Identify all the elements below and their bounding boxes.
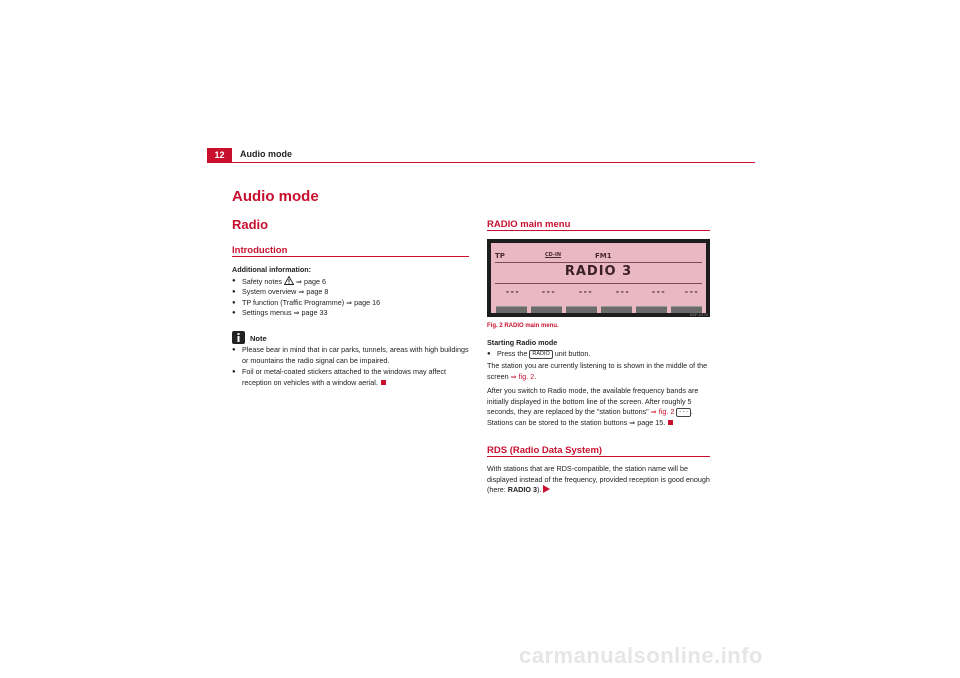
- introduction-heading: Introduction: [232, 245, 288, 256]
- station-button[interactable]: [601, 306, 632, 313]
- station-button[interactable]: [566, 306, 597, 313]
- rds-body: With stations that are RDS-compatible, the station name will be displayed instead of the frequency, provided reception is good enough (here: RADIO 3).: [487, 464, 710, 494]
- note-icon: [232, 331, 245, 344]
- station-button[interactable]: [496, 306, 527, 313]
- starting-label: Starting Radio mode: [487, 338, 558, 347]
- station-slot: ---: [505, 287, 520, 296]
- radio-menu-rule: [487, 230, 710, 231]
- end-of-section-icon: [668, 420, 673, 425]
- station-slot: ---: [684, 287, 699, 296]
- station-slot: ---: [615, 287, 630, 296]
- end-of-section-icon: [381, 380, 386, 385]
- introduction-rule: [232, 256, 469, 257]
- page-title: Audio mode: [232, 188, 319, 205]
- warning-icon: [284, 276, 294, 285]
- list-item: ● Safety notes ⇒ page 6: [232, 276, 469, 288]
- figure-caption: Fig. 2 RADIO main menu.: [487, 323, 559, 329]
- band-indicator: FM1: [595, 252, 612, 260]
- radio-menu-body: [487, 338, 713, 428]
- list-item[interactable]: ● System overview ⇒ page 8: [232, 287, 469, 298]
- introduction-body: [232, 265, 469, 319]
- continue-arrow-icon: [543, 485, 550, 493]
- section-title: Radio: [232, 217, 269, 232]
- station-slot: ---: [541, 287, 556, 296]
- station-slot: ---: [651, 287, 666, 296]
- note-body: [232, 345, 469, 388]
- screen-divider: [495, 283, 702, 284]
- list-item[interactable]: ● TP function (Traffic Programme) ⇒ page 16: [232, 298, 469, 309]
- rds-heading: RDS (Radio Data System): [487, 445, 603, 456]
- note-item: ● Foil or metal-coated stickers attached to the windows may affect reception on vehicles with a window aerial.: [232, 367, 469, 388]
- rds-rule: [487, 456, 710, 457]
- list-item: ● Press the RADIO unit button.: [487, 349, 713, 360]
- figure-code: B5P-0379: [690, 312, 708, 317]
- watermark: carmanualsonline.info: [519, 643, 763, 668]
- screen-divider: [495, 262, 702, 263]
- station-name: RADIO 3: [564, 264, 633, 279]
- radio-menu-heading: RADIO main menu: [487, 219, 571, 230]
- header-rule: [207, 162, 755, 163]
- paragraph: The station you are currently listening to is shown in the middle of the screen ⇒ fig. 2.: [487, 361, 708, 381]
- station-button[interactable]: [636, 306, 667, 313]
- list-item[interactable]: ● Settings menus ⇒ page 33: [232, 308, 469, 319]
- radio-screen: [491, 243, 706, 313]
- note-item: ● Please bear in mind that in car parks, tunnels, areas with high buildings or mountains the radio signal can be impaired.: [232, 345, 469, 366]
- source-indicator: CD-IN: [545, 252, 562, 258]
- station-button[interactable]: [531, 306, 562, 313]
- safety-notes-link[interactable]: ⇒ page 6: [295, 276, 326, 286]
- radio-key: RADIO: [529, 350, 552, 359]
- paragraph: After you switch to Radio mode, the available frequency bands are initially displayed in the bottom line of the screen. After roughly 5 seconds, they are replaced by the "station buttons" ⇒ fig. 2 - - - . Stations can be stored to the station buttons ⇒ page 15.: [487, 386, 699, 427]
- running-title: Audio mode: [240, 149, 292, 159]
- page-number: 12: [207, 148, 232, 162]
- note-label: Note: [250, 334, 267, 343]
- figure-link[interactable]: ⇒ fig. 2: [510, 371, 535, 381]
- radio-display-figure: [487, 239, 710, 317]
- station-key: - - -: [676, 408, 691, 417]
- station-slot: ---: [578, 287, 593, 296]
- additional-info-label: Additional information:: [232, 265, 312, 274]
- figure-link[interactable]: ⇒ fig. 2: [650, 407, 675, 416]
- tp-indicator: TP: [495, 252, 505, 260]
